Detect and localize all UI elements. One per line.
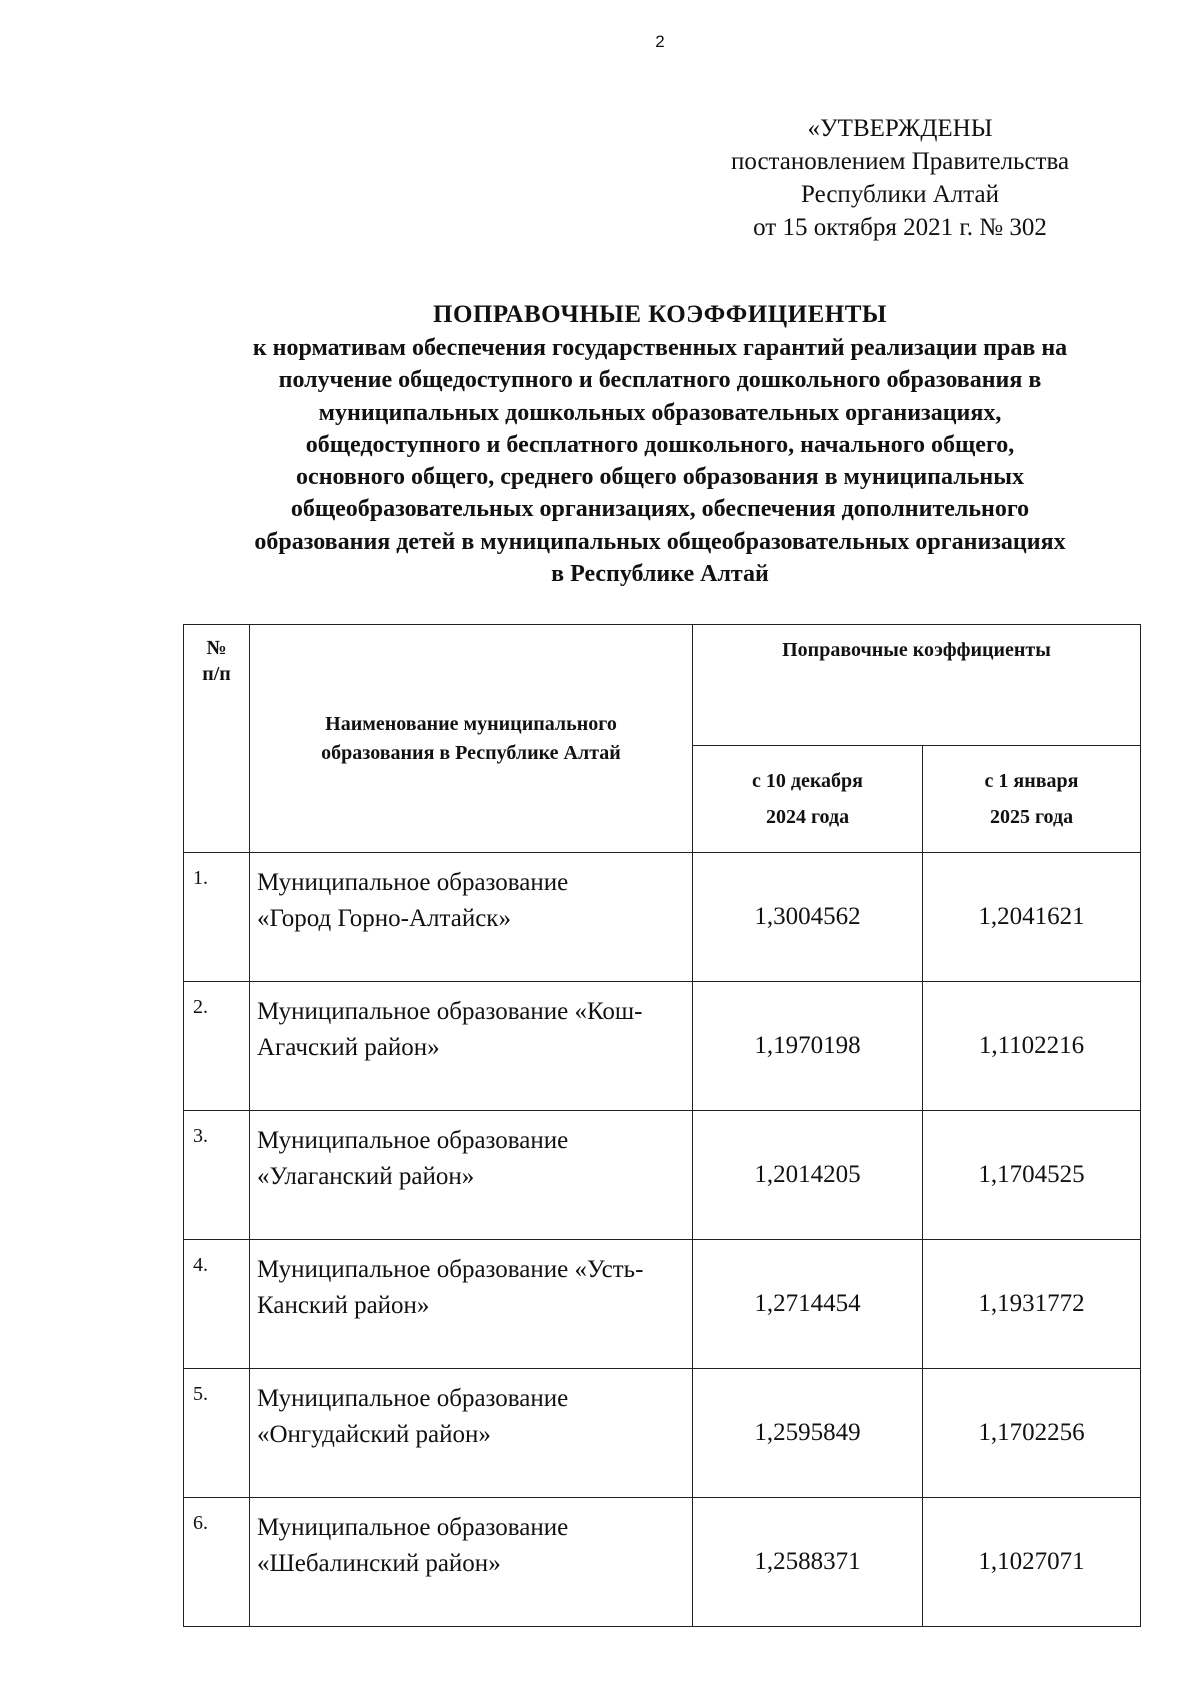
row-municipality — [250, 1498, 693, 1627]
table-row — [184, 1369, 1141, 1498]
row-municipality — [250, 1369, 693, 1498]
coefficient-dec-2024: 1,2595849 — [693, 1369, 923, 1498]
row-number: 3. — [184, 1111, 250, 1240]
subtitle-line: образования детей в муниципальных общеобразовательных организациях — [254, 528, 1066, 555]
row-number: 4. — [184, 1240, 250, 1369]
coefficient-dec-2024: 1,2588371 — [693, 1498, 923, 1627]
municipality-line: Агачский район» — [257, 1034, 440, 1061]
table-row — [184, 1111, 1141, 1240]
municipality-line: Муниципальное образование «Усть- — [257, 1256, 644, 1283]
row-municipality — [250, 982, 693, 1111]
document-subtitle — [160, 332, 1160, 590]
coefficient-jan-2025: 1,2041621 — [923, 853, 1141, 982]
subtitle-line: общедоступного и бесплатного дошкольного, начального общего, — [305, 431, 1015, 458]
row-municipality — [250, 1111, 693, 1240]
page-number: 2 — [655, 32, 665, 51]
header-municipality-line: образования в Республике Алтай — [321, 741, 621, 764]
approval-line: от 15 октября 2021 г. № 302 — [753, 214, 1047, 241]
coefficient-jan-2025: 1,1931772 — [923, 1240, 1141, 1369]
municipality-line: «Улаганский район» — [257, 1163, 475, 1190]
coefficient-jan-2025: 1,1704525 — [923, 1111, 1141, 1240]
header-number-label: п/п — [202, 663, 231, 685]
header-number-symbol: № — [206, 637, 227, 659]
municipality-line: Муниципальное образование — [257, 1514, 569, 1541]
document-title-block — [160, 298, 1160, 331]
coefficient-jan-2025: 1,1027071 — [923, 1498, 1141, 1627]
row-municipality — [250, 853, 693, 982]
municipality-line: Канский район» — [257, 1292, 430, 1319]
approval-line: Республики Алтай — [801, 181, 999, 208]
header-coefficients-group: Поправочные коэффициенты — [693, 625, 1141, 746]
header-municipality-line: Наименование муниципального — [325, 712, 617, 735]
row-number: 1. — [184, 853, 250, 982]
document-title: ПОПРАВОЧНЫЕ КОЭФФИЦИЕНТЫ — [433, 301, 887, 328]
coefficient-dec-2024: 1,2714454 — [693, 1240, 923, 1369]
subtitle-line: в Республике Алтай — [551, 561, 769, 588]
row-number: 6. — [184, 1498, 250, 1627]
header-col-line: 2025 года — [989, 806, 1074, 828]
coefficients-table — [183, 624, 1141, 1627]
approval-line: «УТВЕРЖДЕНЫ — [807, 115, 993, 142]
header-col-jan-2025 — [923, 746, 1141, 853]
header-col-line: с 10 декабря — [751, 770, 864, 792]
header-col-line: 2024 года — [765, 806, 850, 828]
table-row — [184, 1240, 1141, 1369]
table-header-row — [184, 625, 1141, 746]
approval-line: постановлением Правительства — [730, 148, 1070, 175]
subtitle-line: получение общедоступного и бесплатного дошкольного образования в — [278, 367, 1042, 394]
subtitle-line: общеобразовательных организациях, обеспечения дополнительного — [290, 496, 1030, 523]
table-row — [184, 853, 1141, 982]
coefficient-dec-2024: 1,2014205 — [693, 1111, 923, 1240]
municipality-line: Муниципальное образование «Кош- — [257, 998, 643, 1025]
municipality-line: Муниципальное образование — [257, 1385, 569, 1412]
subtitle-line: муниципальных дошкольных образовательных организациях, — [318, 399, 1002, 426]
municipality-line: Муниципальное образование — [257, 1127, 569, 1154]
coefficient-jan-2025: 1,1702256 — [923, 1369, 1141, 1498]
subtitle-line: к нормативам обеспечения государственных гарантий реализации прав на — [252, 335, 1068, 361]
table-row — [184, 982, 1141, 1111]
table-row — [184, 1498, 1141, 1627]
header-col-dec-2024 — [693, 746, 923, 853]
row-number: 5. — [184, 1369, 250, 1498]
municipality-line: Муниципальное образование — [257, 869, 569, 896]
coefficient-dec-2024: 1,3004562 — [693, 853, 923, 982]
municipality-line: «Город Горно-Алтайск» — [257, 905, 511, 932]
header-col-line: с 1 января — [984, 770, 1079, 792]
row-number: 2. — [184, 982, 250, 1111]
municipality-line: «Онгудайский район» — [257, 1421, 491, 1448]
municipality-line: «Шебалинский район» — [257, 1550, 501, 1577]
subtitle-line: основного общего, среднего общего образования в муниципальных — [296, 464, 1024, 491]
approval-block — [700, 112, 1100, 244]
coefficient-jan-2025: 1,1102216 — [923, 982, 1141, 1111]
header-municipality — [250, 625, 693, 853]
header-number — [184, 625, 250, 853]
coefficient-dec-2024: 1,1970198 — [693, 982, 923, 1111]
row-municipality — [250, 1240, 693, 1369]
